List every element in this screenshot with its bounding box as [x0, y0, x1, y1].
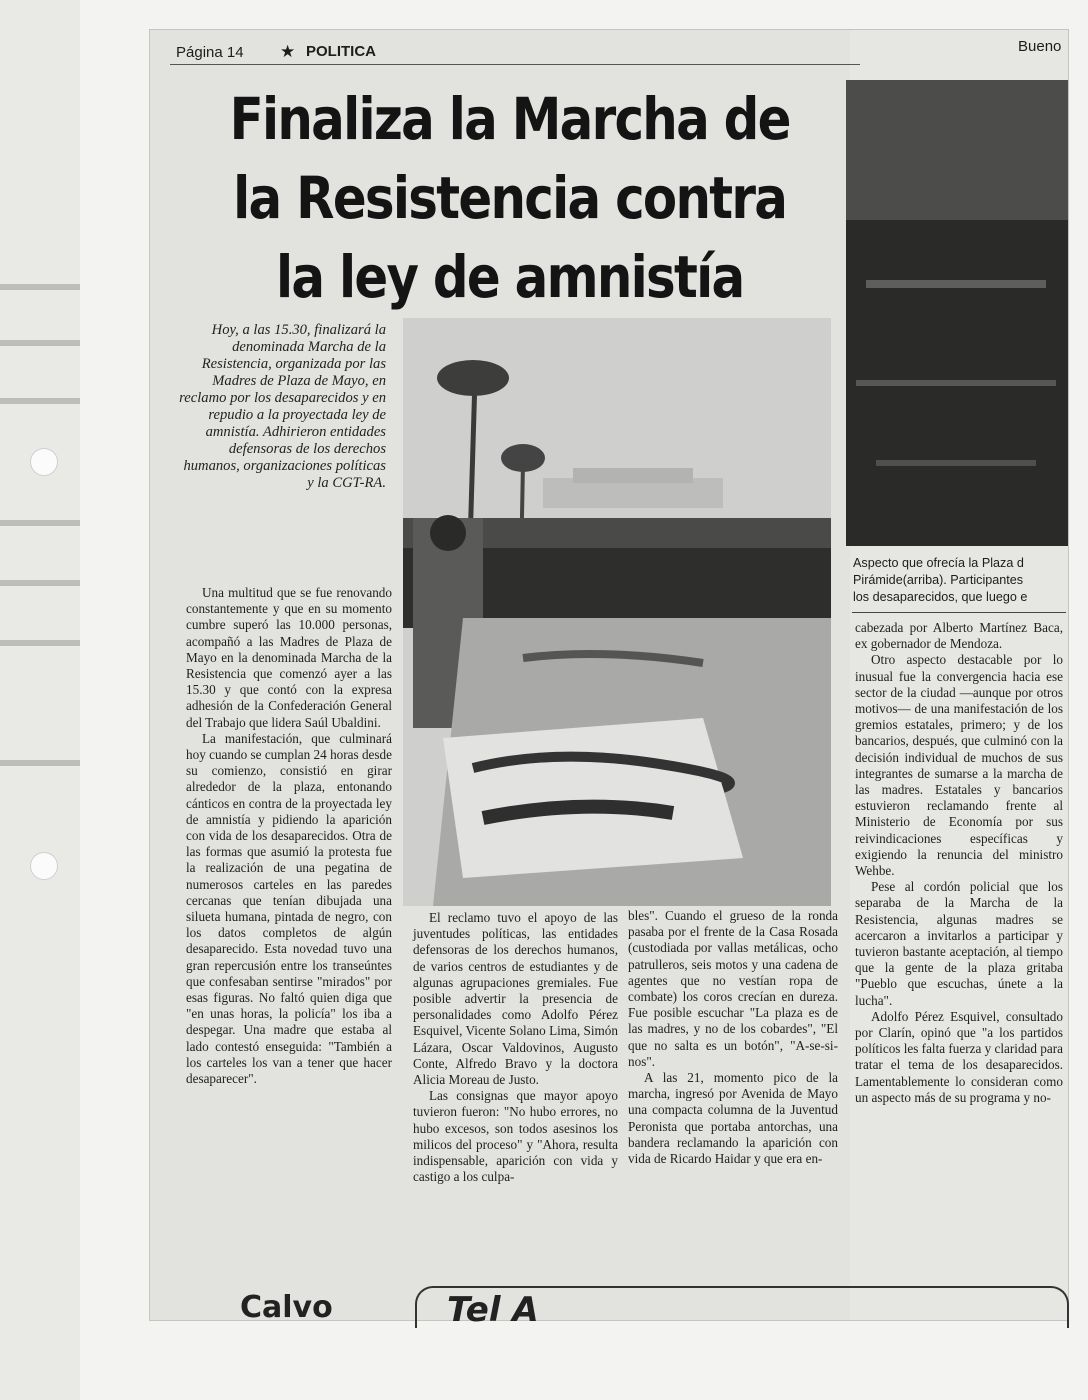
- article-paragraph: cabezada por Alberto Martínez Baca, ex gobernador de Mendoza.: [855, 620, 1063, 652]
- article-column-4: [855, 620, 1063, 1106]
- article-paragraph: A las 21, momento pico de la marcha, ingresó por Avenida de Mayo una compacta columna de la Juventud Peronista que portaba antorchas, una bandera reclamando la aparición con vida de Ricardo Haidar y que era en-: [628, 1070, 838, 1167]
- article-column-3: [628, 908, 838, 1167]
- city-fragment: Bueno: [1018, 38, 1062, 55]
- article-column-2: [413, 910, 618, 1185]
- strip-divider: [0, 640, 80, 646]
- article-paragraph: La manifestación, que culminará hoy cuando se cumplan 24 horas desde su comienzo, consistió en girar alrededor de la plaza, entonando cánticos en contra de la proyectada ley de amnistía y pidiendo la aparición con vida de los desaparecidos. Otra de las formas que asumió la protesta fue la realización de una pegatina de numerosos carteles en las paredes cercanas que tenían dibujada una silueta humana, pintada de negro, con los datos completos de algún desaparecido. Esta novedad tuvo una gran repercusión entre los transeúntes que confesaban sentirse "mirados" por esas figuras. No faltó quien diga que "en unas horas, la policía" los iba a despegar. Una madre que estaba al lado contestó enseguida: "También a los carteles los van a tener que hacer desaparecer".: [186, 730, 392, 1087]
- caption-line: Pirámide(arriba). Participantes: [853, 573, 1024, 587]
- article-paragraph: El reclamo tuvo el apoyo de las juventudes políticas, las entidades defensoras de los derechos humanos, de varios centros de estudiantes y de algunas agrupaciones gremiales. Fue posible advertir la presencia de personalidades como Adolfo Pérez Esquivel, Vicente Solano Lima, Simón Lázara, Oscar Valdovinos, Augusto Conte, Alfredo Bravo y la doctora Alicia Moreau de Justo.: [413, 910, 618, 1088]
- bottom-ad-box: [415, 1286, 1069, 1328]
- strip-divider: [0, 520, 80, 526]
- strip-divider: [0, 580, 80, 586]
- article-paragraph: Las consignas que mayor apoyo tuvieron fueron: "No hubo errores, no hubo excesos, son todos asesinos los milicos del proceso" y "Ahora, resulta indispensable, aparición con vida y castigo a los culpa-: [413, 1088, 618, 1185]
- strip-divider: [0, 340, 80, 346]
- caption-rule: [852, 612, 1066, 613]
- bottom-headline-fragment: Calvo: [240, 1290, 333, 1320]
- star-icon: ★: [280, 42, 296, 61]
- caption-line: los desaparecidos, que luego e: [853, 590, 1028, 604]
- plaza-photo: [846, 80, 1068, 546]
- article-paragraph: Una multitud que se fue renovando constantemente y que en su momento cumbre superó las 10.000 personas, acompañó a las Madres de Plaza de Mayo en la denominada Marcha de la Resistencia que comenzó ayer a las 15.30 y que contó con la expresa adhesión de la Confederación General del Trabajo que lidera Saúl Ubaldini.: [186, 585, 392, 730]
- crowd-illustration: [846, 80, 1068, 546]
- article-paragraph: Otro aspecto destacable por lo inusual fue la convergencia hacia ese sector de la ciudad —aunque por otros motivos— de una manifestación de los gremios estatales, primero; y de los bancarios, después, que culminó con la decisión individual de muchos de sus integrantes de sumarse a la marcha de las madres. Estatales y bancarios estuvieron reclamando frente al Ministerio de Economía por sus reivindicaciones específicas y exigiendo la renuncia del ministro Wehbe.: [855, 652, 1063, 879]
- headline: [170, 80, 790, 317]
- photo-caption: [853, 555, 1068, 606]
- bottom-ad-fragment: Tel A: [447, 1290, 539, 1328]
- article-paragraph: bles". Cuando el grueso de la ronda pasaba por el frente de la Casa Rosada (custodiada por vallas metálicas, ocho patrulleros, seis motos y una cadena de agentes que no vestían ropa de combate) los coros crecían en dureza. Fue posible escuchar "La plaza es de las madres, y no de los cobardes", "El que no salta es un botón", "A-se-si-nos".: [628, 908, 838, 1069]
- strip-divider: [0, 398, 80, 404]
- punch-hole: [30, 448, 58, 476]
- article-paragraph: Pese al cordón policial que los separaba de la Marcha de la Resistencia, algunas madres se acercaron a invitarlos a participar y tuvieron bastante aceptación, al tiempo que la gente de la plaza gritaba "Pueblo que escuchas, únete a la lucha".: [855, 879, 1063, 1008]
- page-number: Página 14: [176, 44, 244, 61]
- left-page-strip: [0, 0, 80, 1400]
- caption-line: Aspecto que ofrecía la Plaza d: [853, 556, 1024, 570]
- section-name: POLITICA: [306, 43, 376, 60]
- headline-line: la ley de amnistía: [275, 243, 744, 311]
- march-photo: [403, 318, 831, 906]
- article-column-1: [186, 585, 392, 1087]
- headline-line: la Resistencia contra: [233, 164, 787, 232]
- header-rule: [170, 64, 860, 65]
- lead-paragraph: Hoy, a las 15.30, finalizará la denominada Marcha de la Resistencia, organizada por las Madres de Plaza de Mayo, en reclamo por los desaparecidos y en repudio a la proyectada ley de amnistía. Adhirieron entidades defensoras de los derechos humanos, organizaciones políticas y la CGT-RA.: [179, 322, 386, 491]
- article-paragraph: Adolfo Pérez Esquivel, consultado por Clarín, opinó que "a los partidos políticos les falta fuerza y claridad para tratar el tema de los desaparecidos. Lamentablemente lo consideran como un aspecto más de su programa y no-: [855, 1008, 1063, 1105]
- headline-line: Finaliza la Marcha de: [229, 85, 790, 153]
- strip-divider: [0, 284, 80, 290]
- punch-hole: [30, 852, 58, 880]
- photo-illustration: [403, 318, 831, 906]
- strip-divider: [0, 760, 80, 766]
